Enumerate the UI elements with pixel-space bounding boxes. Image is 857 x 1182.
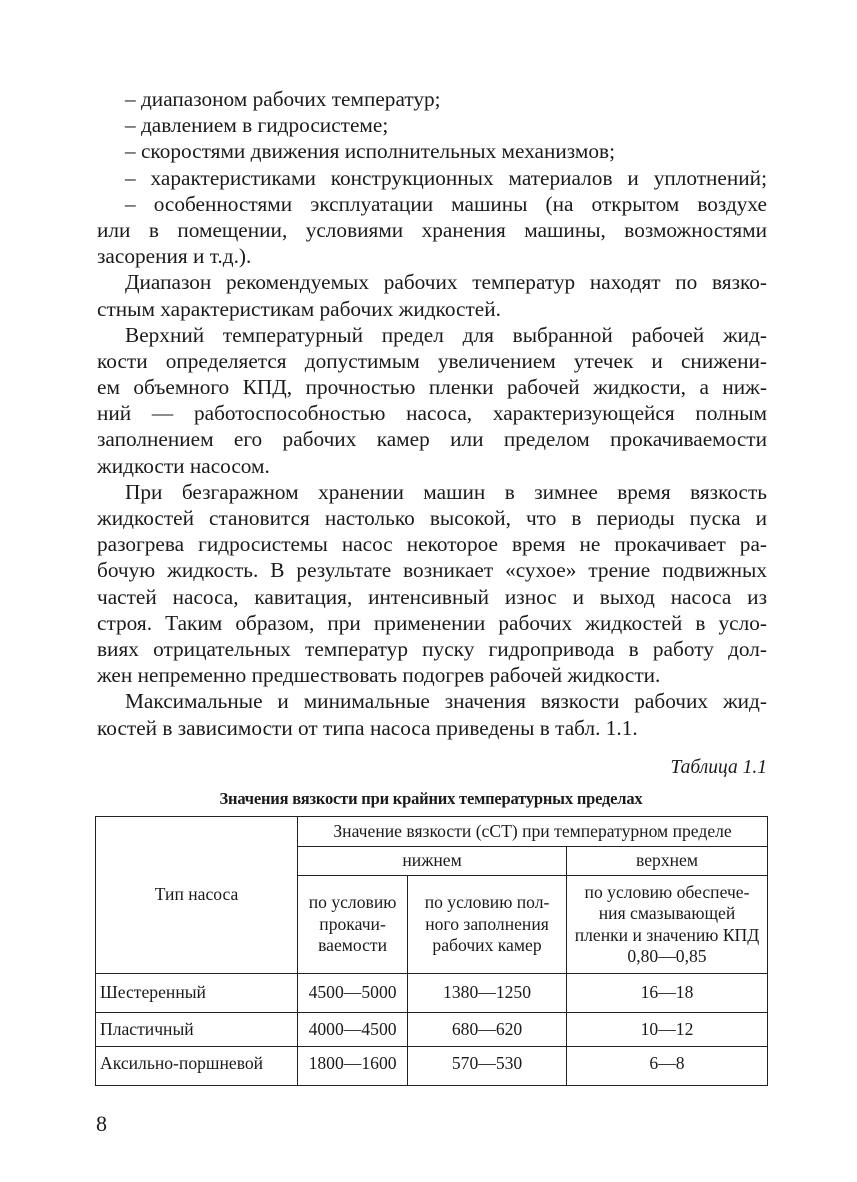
text-line: жен непременно предшествовать подогрев рабочей жидкости. xyxy=(97,663,661,688)
text-line: кости определяется допустимым увеличением утечек и снижени- xyxy=(97,348,767,373)
text-line: Диапазон рекомендуемых рабочих температур находят по вязко- xyxy=(125,270,767,295)
table-row xyxy=(96,1013,768,1047)
cell-pumpability: 4000—4500 xyxy=(298,1013,408,1047)
header-pump-type: Тип насоса xyxy=(96,817,298,974)
text-line: – диапазоном рабочих температур; xyxy=(125,87,441,111)
cell-film: 6—8 xyxy=(567,1047,768,1086)
body-text xyxy=(97,86,767,741)
text-line: При безгаражном хранении машин в зимнее время вязкость xyxy=(125,479,767,504)
text-line: ем объемного КПД, прочностью пленки рабочей жидкости, а ниж- xyxy=(97,375,767,400)
text-line: Максимальные и минимальные значения вязкости рабочих жид- xyxy=(125,689,767,714)
header-film-efficiency: по условию обеспече-ния смазывающей пленки и значению КПД 0,80—0,85 xyxy=(567,876,768,974)
text-line: Верхний температурный предел для выбранной рабочей жид- xyxy=(125,322,767,347)
viscosity-table xyxy=(95,816,768,1086)
cell-pump: Пластичный xyxy=(96,1013,298,1047)
text-line: костей в зависимости от типа насоса приведены в табл. 1.1. xyxy=(97,715,638,740)
table-row xyxy=(96,1047,768,1086)
text-line: разогрева гидросистемы насос некоторое время не прокачивает ра- xyxy=(97,532,767,557)
text-line: – особенностями эксплуатации машины (на открытом воздухе xyxy=(125,191,767,216)
header-upper-limit: верхнем xyxy=(567,847,768,876)
header-viscosity-group: Значение вязкости (сСТ) при температурном пределе xyxy=(298,817,768,847)
text-line: – характеристиками конструкционных материалов и уплотнений; xyxy=(125,165,767,190)
header-pumpability: по условию прокачи-ваемости xyxy=(298,876,408,974)
text-line: засорения и т.д.). xyxy=(97,244,252,269)
cell-pump: Шестеренный xyxy=(96,974,298,1013)
cell-film: 16—18 xyxy=(567,974,768,1013)
text-line: частей насоса, кавитация, интенсивный износ и выход насоса из xyxy=(97,584,767,609)
text-line: виях отрицательных температур пуску гидропривода в работу дол- xyxy=(97,636,767,661)
cell-fill: 680—620 xyxy=(408,1013,567,1047)
text-line: строя. Таким образом, при применении рабочих жидкостей в усло- xyxy=(97,610,767,635)
cell-pump: Аксильно-поршневой xyxy=(96,1047,298,1086)
cell-film: 10—12 xyxy=(567,1013,768,1047)
text-line: ний — работоспособностью насоса, характеризующейся полным xyxy=(97,401,767,426)
table-row xyxy=(96,974,768,1013)
text-line: жидкостей становится настолько высокой, что в периоды пуска и xyxy=(97,506,767,530)
cell-pumpability: 1800—1600 xyxy=(298,1047,408,1086)
cell-fill: 570—530 xyxy=(408,1047,567,1086)
cell-pumpability: 4500—5000 xyxy=(298,974,408,1013)
table-number: Таблица 1.1 xyxy=(670,757,767,778)
text-line: или в помещении, условиями хранения машины, возможностями xyxy=(97,217,767,242)
header-lower-limit: нижнем xyxy=(298,847,567,876)
text-line: заполнением его рабочих камер или пределом прокачиваемости xyxy=(97,427,767,452)
cell-fill: 1380—1250 xyxy=(408,974,567,1013)
text-line: – скоростями движения исполнительных механизмов; xyxy=(125,139,616,164)
text-line: жидкости насосом. xyxy=(97,453,270,478)
table-title: Значения вязкости при крайних температурных пределах xyxy=(219,789,643,808)
header-chamber-fill: по условию пол-ного заполнения рабочих камер xyxy=(408,876,567,974)
text-line: стным характеристикам рабочих жидкостей. xyxy=(97,296,501,321)
text-line: бочую жидкость. В результате возникает «сухое» трение подвижных xyxy=(97,558,767,583)
page-number: 8 xyxy=(96,1111,107,1136)
text-line: – давлением в гидросистеме; xyxy=(125,113,389,138)
